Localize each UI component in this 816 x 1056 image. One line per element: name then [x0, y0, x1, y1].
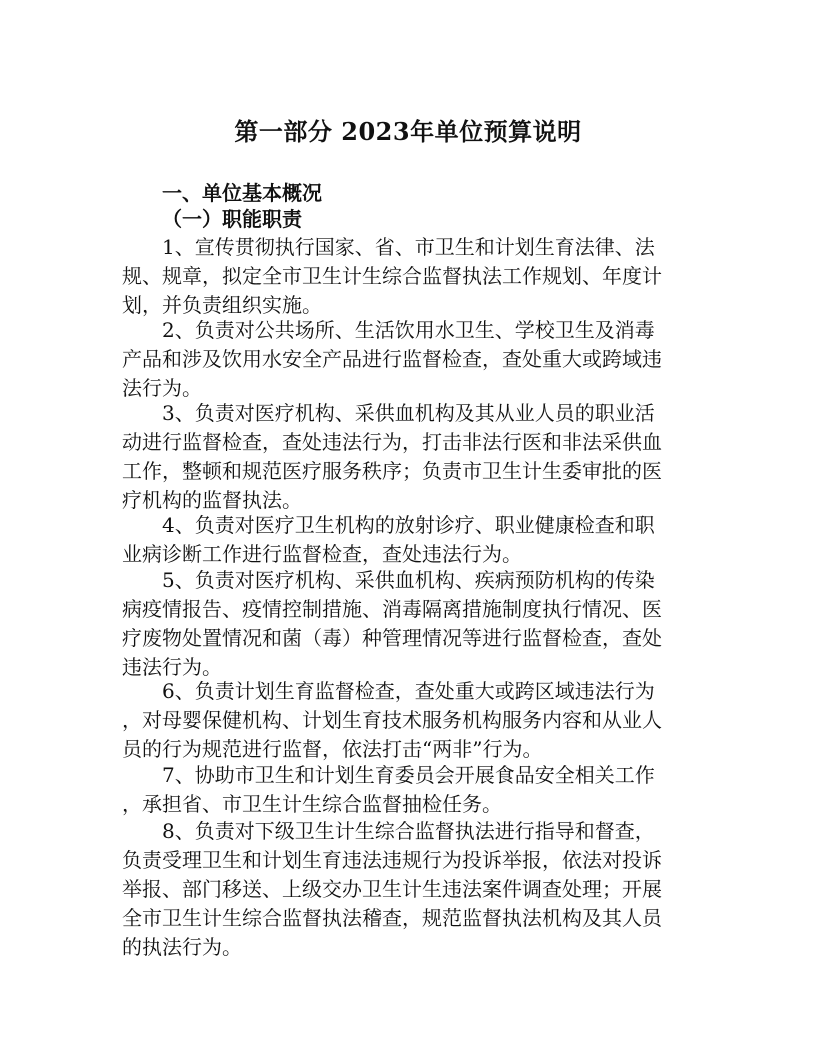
- paragraph-line: 疗废物处置情况和菌（毒）种管理情况等进行监督检查，查处: [122, 626, 662, 650]
- paragraph-line: 5、负责对医疗机构、采供血机构、疾病预防机构的传染: [162, 568, 655, 592]
- paragraph-line: 产品和涉及饮用水安全产品进行监督检查，查处重大或跨域违: [122, 347, 662, 371]
- paragraph-line: 4、负责对医疗卫生机构的放射诊疗、职业健康检查和职: [162, 513, 655, 537]
- paragraph-7: [122, 761, 698, 819]
- paragraph-line: 的执法行为。: [122, 935, 242, 959]
- paragraph-2: [122, 316, 698, 403]
- paragraph-line: 疗机构的监督执法。: [122, 488, 302, 512]
- subsection-heading: （一）职能职责: [162, 207, 302, 231]
- paragraph-4: [122, 511, 698, 569]
- paragraph-line: 全市卫生计生综合监督执法稽查，规范监督执法机构及其人员: [122, 906, 662, 930]
- paragraph-line: 病疫情报告、疫情控制措施、消毒隔离措施制度执行情况、医: [122, 597, 662, 621]
- paragraph-line: 举报、部门移送、上级交办卫生计生违法案件调查处理；开展: [122, 877, 662, 901]
- paragraph-line: 3、负责对医疗机构、采供血机构及其从业人员的职业活: [162, 401, 655, 425]
- paragraph-line: 员的行为规范进行监督，依法打击“两非”行为。: [122, 737, 543, 761]
- paragraph-line: 8、负责对下级卫生计生综合监督执法进行指导和督查，: [162, 819, 655, 843]
- paragraph-line: 规、规章，拟定全市卫生计生综合监督执法工作规划、年度计: [122, 264, 662, 288]
- paragraph-line: 工作，整顿和规范医疗服务秩序；负责市卫生计生委审批的医: [122, 459, 662, 483]
- paragraph-line: 法行为。: [122, 376, 202, 400]
- paragraph-5: [122, 566, 698, 682]
- paragraph-3: [122, 399, 698, 515]
- paragraph-line: 业病诊断工作进行监督检查，查处违法行为。: [122, 542, 522, 566]
- paragraph-6: [122, 677, 698, 764]
- paragraph-line: 6、负责计划生育监督检查，查处重大或跨区域违法行为: [162, 679, 655, 703]
- paragraph-line: 划，并负责组织实施。: [122, 293, 322, 317]
- page-title: 第一部分 2023年单位预算说明: [234, 117, 582, 146]
- paragraph-line: 2、负责对公共场所、生活饮用水卫生、学校卫生及消毒: [162, 318, 655, 342]
- paragraph-1: [122, 233, 698, 320]
- paragraph-8: [122, 817, 698, 962]
- paragraph-line: ，对母婴保健机构、计划生育技术服务机构服务内容和从业人: [122, 708, 662, 732]
- paragraph-line: 1、宣传贯彻执行国家、省、市卫生和计划生育法律、法: [162, 235, 655, 259]
- section-heading: 一、单位基本概况: [162, 181, 322, 205]
- paragraph-line: 违法行为。: [122, 655, 222, 679]
- paragraph-line: 负责受理卫生和计划生育违法违规行为投诉举报，依法对投诉: [122, 848, 662, 872]
- paragraph-line: ，承担省、市卫生计生综合监督抽检任务。: [122, 792, 502, 816]
- paragraph-line: 动进行监督检查，查处违法行为，打击非法行医和非法采供血: [122, 430, 662, 454]
- paragraph-line: 7、协助市卫生和计划生育委员会开展食品安全相关工作: [162, 763, 655, 787]
